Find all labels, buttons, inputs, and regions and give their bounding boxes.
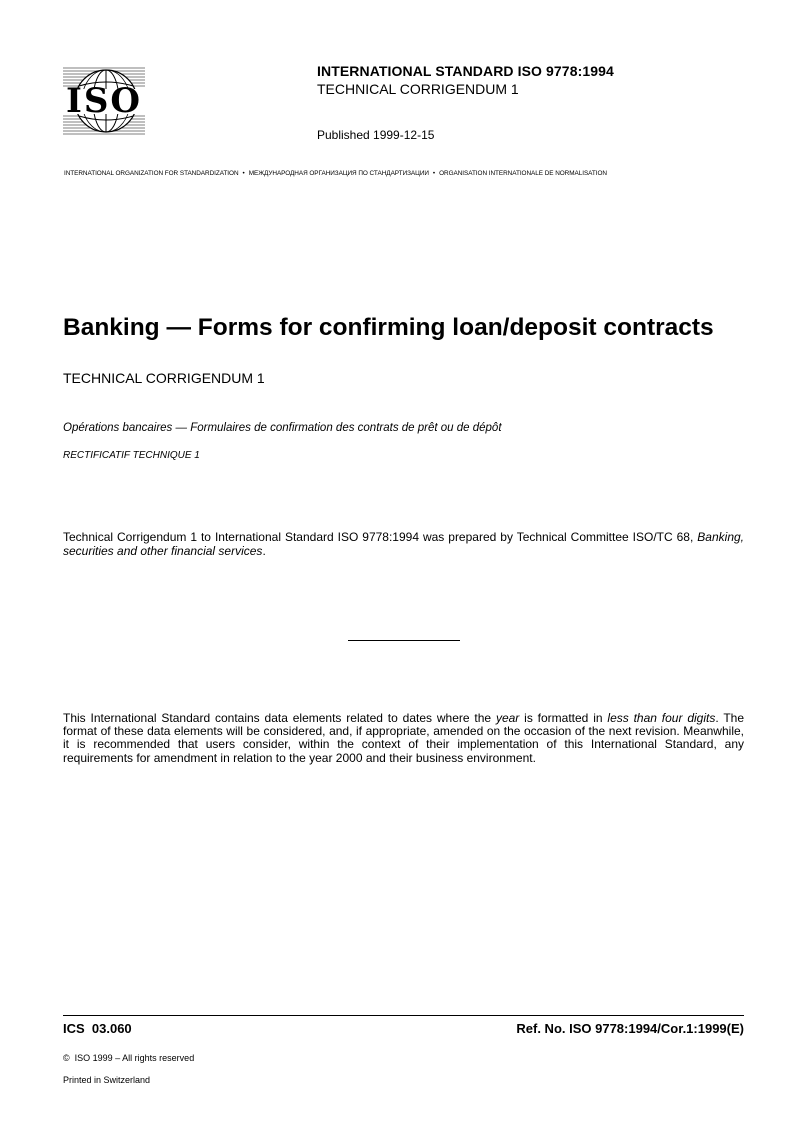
notice-emphasis-year: year (495, 711, 520, 725)
iso-logo (63, 66, 145, 136)
standard-title: INTERNATIONAL STANDARD ISO 9778:1994 (317, 63, 614, 79)
printed-location: Printed in Switzerland (63, 1075, 151, 1085)
org-name-ru: МЕЖДУНАРОДНАЯ ОРГАНИЗАЦИЯ ПО СТАНДАРТИЗАЦИИ (248, 170, 429, 177)
document-subtitle: TECHNICAL CORRIGENDUM 1 (63, 370, 265, 386)
notice-text-1: This International Standard contains data elements related to dates where the (63, 711, 496, 725)
org-separator: • (242, 170, 245, 177)
document-title: Banking — Forms for confirming loan/deposit contracts (63, 314, 714, 341)
preparation-paragraph (63, 531, 744, 558)
org-separator: • (432, 170, 436, 177)
preparation-end: . (262, 543, 266, 558)
french-title: Opérations bancaires — Formulaires de confirmation des contrats de prêt ou de dépôt (63, 422, 502, 434)
separator-rule (348, 640, 460, 641)
french-subtitle: RECTIFICATIF TECHNIQUE 1 (63, 450, 200, 461)
notice-text-3: . The format of these data elements will be considered, and, if appropriate, amended on the occasion of the next revision. Meanwhile, it is recommended that users consider, within the context of their implementation of this International Standard, any requirements for amendment in relation to the year 2000 and their business environment. (63, 711, 745, 765)
notice-text-2: is formatted in (519, 711, 608, 725)
footer-rule (63, 1015, 744, 1016)
organization-line (64, 170, 754, 177)
reference-number: Ref. No. ISO 9778:1994/Cor.1:1999(E) (516, 1021, 744, 1036)
year2000-notice (63, 712, 744, 765)
published-date: Published 1999-12-15 (317, 128, 435, 142)
ics-code: ICS 03.060 (63, 1021, 132, 1036)
preparation-text: Technical Corrigendum 1 to International Standard ISO 9778:1994 was prepared by Technical Committee ISO/TC 68, (63, 530, 698, 544)
org-name-fr: ORGANISATION INTERNATIONALE DE NORMALISATION (439, 170, 607, 177)
org-name-en: INTERNATIONAL ORGANIZATION FOR STANDARDIZATION (64, 170, 239, 177)
iso-logo-text: ISO (65, 81, 143, 121)
standard-subtitle: TECHNICAL CORRIGENDUM 1 (317, 81, 519, 97)
notice-emphasis-digits: less than four digits (607, 711, 716, 725)
committee-name: Banking, securities and other financial services (63, 530, 744, 558)
copyright-notice: © ISO 1999 – All rights reserved (63, 1053, 195, 1063)
